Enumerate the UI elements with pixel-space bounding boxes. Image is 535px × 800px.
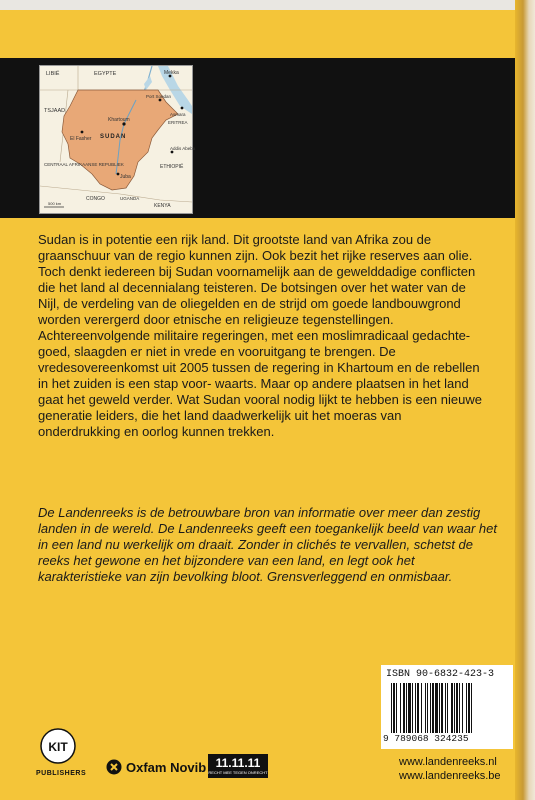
map-label-asmara: Asmara	[170, 112, 186, 117]
kit-logo-text: KIT	[48, 740, 68, 754]
map-label-eritrea: ERITREA	[168, 120, 188, 125]
map-label-khartoum: Khartoum	[108, 117, 130, 123]
oxfam-novib-text: Oxfam Novib	[126, 759, 207, 775]
map-label-port-sudan: Port Soedan	[146, 94, 172, 99]
eleven-logo-text: 11.11.11	[215, 756, 261, 770]
isbn-number: ISBN 90-6832-423-3	[386, 669, 495, 680]
barcode-bars	[391, 683, 503, 733]
tagline-part-2: geeft een toegankelijk beeld van waar het in een land nu werkelijk om draait. Zonder in clichés te vervallen, schetst de reeks het gewone en het bijzondere van een land, en legt ook het karakteristieke van zijn bevolking bloot. Grensverleggend en onmisbaar.	[38, 521, 497, 584]
map-label-uganda: UGANDA	[120, 196, 140, 201]
kit-publishers-label: PUBLISHERS	[36, 770, 87, 777]
tagline-part-1: is de betrouwbare bron van informatie over meer dan zestig landen in de wereld.	[38, 505, 481, 536]
eleven-logo	[208, 754, 268, 778]
eleven-logo-subtext: RECHT MEE TEGEN ONRECHT	[208, 770, 268, 775]
map-label-juba: Juba	[120, 174, 131, 180]
kit-logo-icon	[40, 728, 76, 764]
map-label-kenya: KENYA	[154, 203, 171, 209]
series-name: De Landenreeks	[157, 521, 254, 536]
description-text: Sudan is in potentie een rijk land. Dit grootste land van Afrika zou de graanschuur van de regio kunnen zijn. Ook bezit het rijke reserves aan olie. Toch denkt iedereen bij Sudan voornamelijk aan de gewelddadige conflicten die het land al decennialang teisteren. De botsingen over het water van de Nijl, de verdeling van de oliegelden en de strijd om goede landbouwgrond worden verergerd door etnische en religieuze tegenstellingen. Achtereenvolgende militaire regeringen, met een moslimradicaal gedachte- goed, slaagden er niet in vrede en vooruitgang te brengen. De vredesovereenkomst uit 2005 tussen de regering in Khartoum en de rebellen in het zuiden is een stap voor- waarts. Maar op andere plaatsen in het land gaat het geweld verder. Wat Sudan vooral nodig lijkt te hebben is een nieuwe generatie leiders, die het land daadwerkelijk uit het moeras van onderdrukking en oorlog kunnen trekken.	[38, 232, 482, 439]
map-label-car: CENTRAAL AFRIKAANSE REPUBLIEK	[44, 162, 124, 167]
map-scale: 500 km	[48, 201, 62, 206]
map-label-chad: TSJAAD	[44, 108, 66, 114]
url-be[interactable]: www.landenreeks.be	[399, 770, 501, 782]
series-tagline	[38, 505, 498, 585]
map-label-congo: CONGO	[86, 196, 105, 202]
ean-digits: 9 789068 324235	[383, 733, 469, 744]
url-nl[interactable]: www.landenreeks.nl	[399, 756, 497, 768]
map-label-el-fasher: El Fasher	[70, 136, 92, 142]
page-edge-right	[515, 0, 535, 800]
barcode	[381, 665, 513, 749]
map-label-addis-ababa: Addis Abeba	[170, 146, 196, 151]
sudan-map	[39, 65, 196, 214]
page-edge-top	[0, 0, 535, 10]
map-label-egypt: EGYPTE	[94, 71, 117, 77]
series-name: De Landenreeks	[38, 505, 134, 520]
oxfam-mark-icon	[106, 759, 122, 775]
map-label-sudan: SUDAN	[100, 134, 127, 140]
map-label-libya: LIBIË	[46, 71, 60, 77]
oxfam-novib-logo	[106, 759, 206, 775]
map-label-ethiopia: ETHIOPIË	[160, 164, 184, 170]
map-label-mecca: Mekka	[164, 70, 179, 76]
